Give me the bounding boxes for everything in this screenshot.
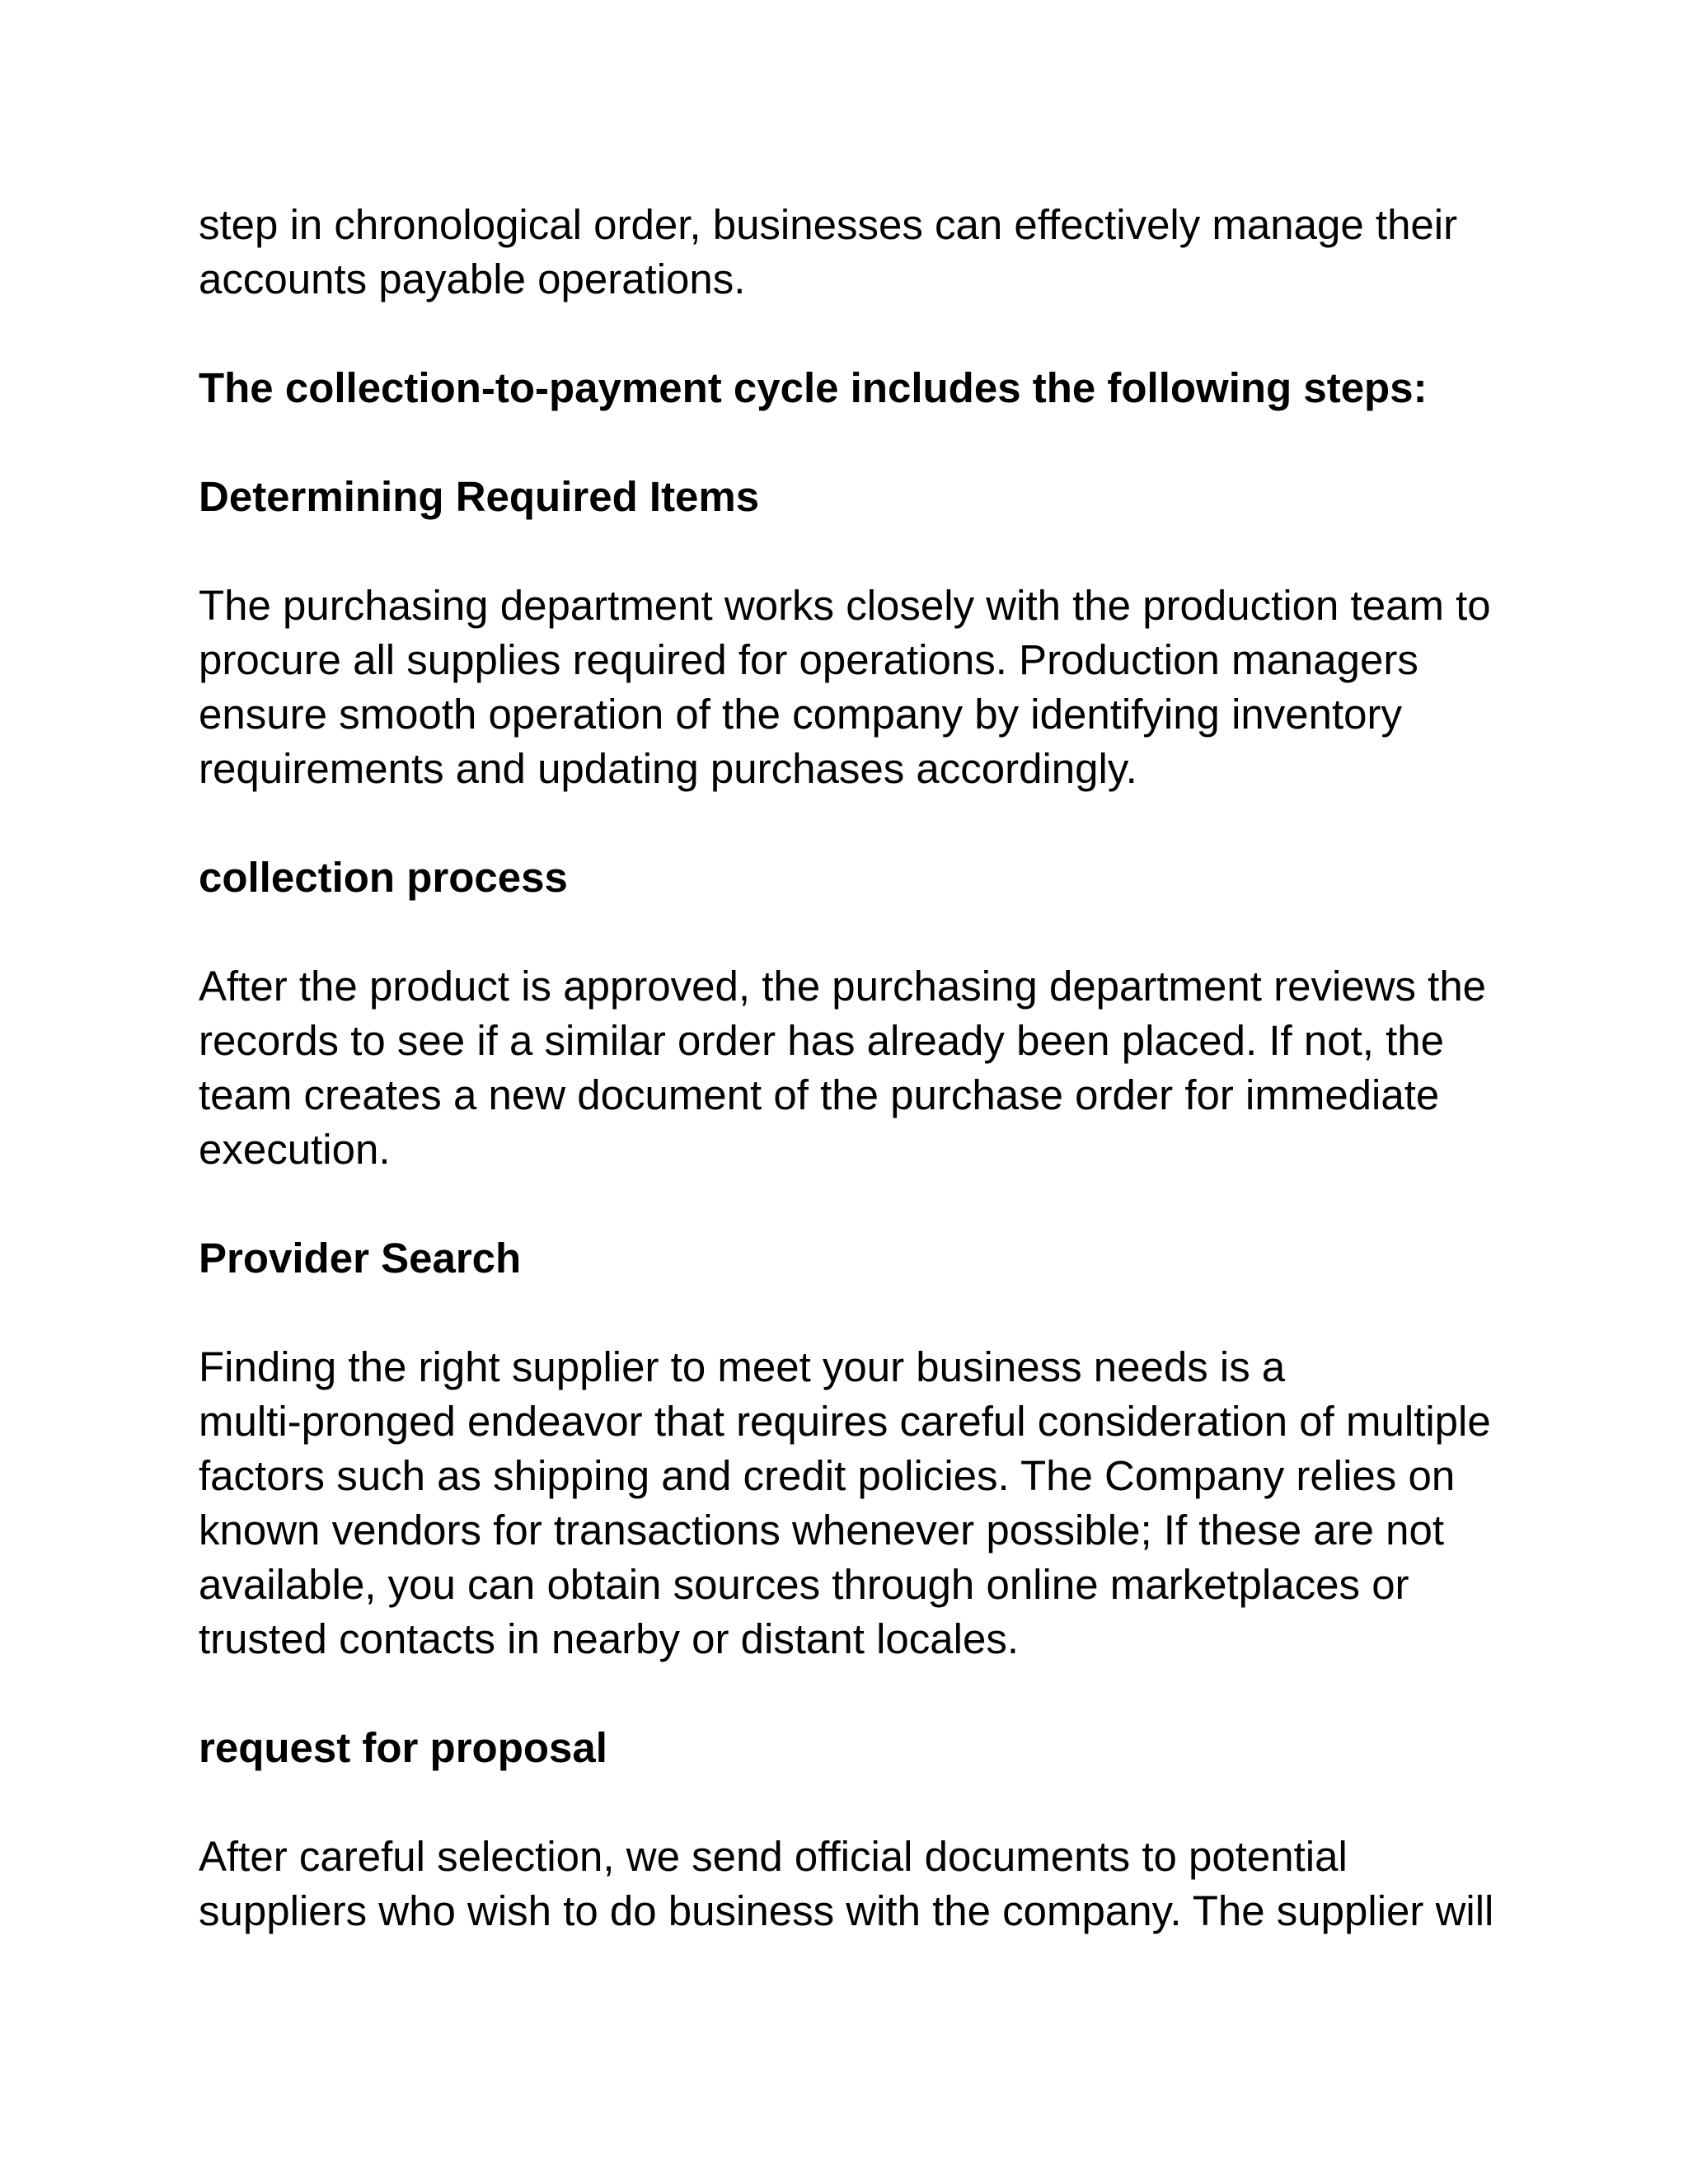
paragraph-line: suppliers who wish to do business with the company. The supplier will xyxy=(199,1887,1494,1934)
paragraph-line: records to see if a similar order has already been placed. If not, the xyxy=(199,1017,1444,1064)
paragraph-line: known vendors for transactions whenever possible; If these are not xyxy=(199,1507,1444,1554)
paragraph-line: available, you can obtain sources through online marketplaces or xyxy=(199,1561,1409,1608)
paragraph-line: requirements and updating purchases accordingly. xyxy=(199,745,1137,792)
paragraph-line: The purchasing department works closely with the production team to xyxy=(199,582,1491,629)
paragraph-line: execution. xyxy=(199,1126,391,1173)
paragraph-line: team creates a new document of the purchase order for immediate xyxy=(199,1071,1440,1118)
document-body xyxy=(199,198,1526,1993)
paragraph-line: Finding the right supplier to meet your business needs is a xyxy=(199,1343,1286,1390)
paragraph-line: trusted contacts in nearby or distant locales. xyxy=(199,1615,1020,1662)
section-heading-request-for-proposal: request for proposal xyxy=(199,1724,607,1771)
intro-paragraph xyxy=(199,198,1526,307)
paragraph-line: procure all supplies required for operations. Production managers xyxy=(199,636,1418,683)
request-for-proposal-paragraph xyxy=(199,1830,1526,1938)
paragraph-line: After the product is approved, the purchasing department reviews the xyxy=(199,963,1487,1010)
paragraph-line: accounts payable operations. xyxy=(199,255,746,302)
paragraph-line: factors such as shipping and credit policies. The Company relies on xyxy=(199,1452,1456,1499)
paragraph-line: multi-pronged endeavor that requires careful consideration of multiple xyxy=(199,1398,1491,1445)
collection-process-paragraph xyxy=(199,959,1526,1177)
provider-search-paragraph xyxy=(199,1340,1526,1666)
determining-required-items-paragraph xyxy=(199,579,1526,796)
section-heading-collection-process: collection process xyxy=(199,854,568,901)
cycle-steps-heading: The collection-to-payment cycle includes the following steps: xyxy=(199,364,1428,411)
section-heading-determining-required-items: Determining Required Items xyxy=(199,473,760,520)
paragraph-line: After careful selection, we send official documents to potential xyxy=(199,1833,1348,1880)
paragraph-line: step in chronological order, businesses can effectively manage their xyxy=(199,201,1458,248)
section-heading-provider-search: Provider Search xyxy=(199,1235,522,1282)
paragraph-line: ensure smooth operation of the company by identifying inventory xyxy=(199,691,1403,738)
